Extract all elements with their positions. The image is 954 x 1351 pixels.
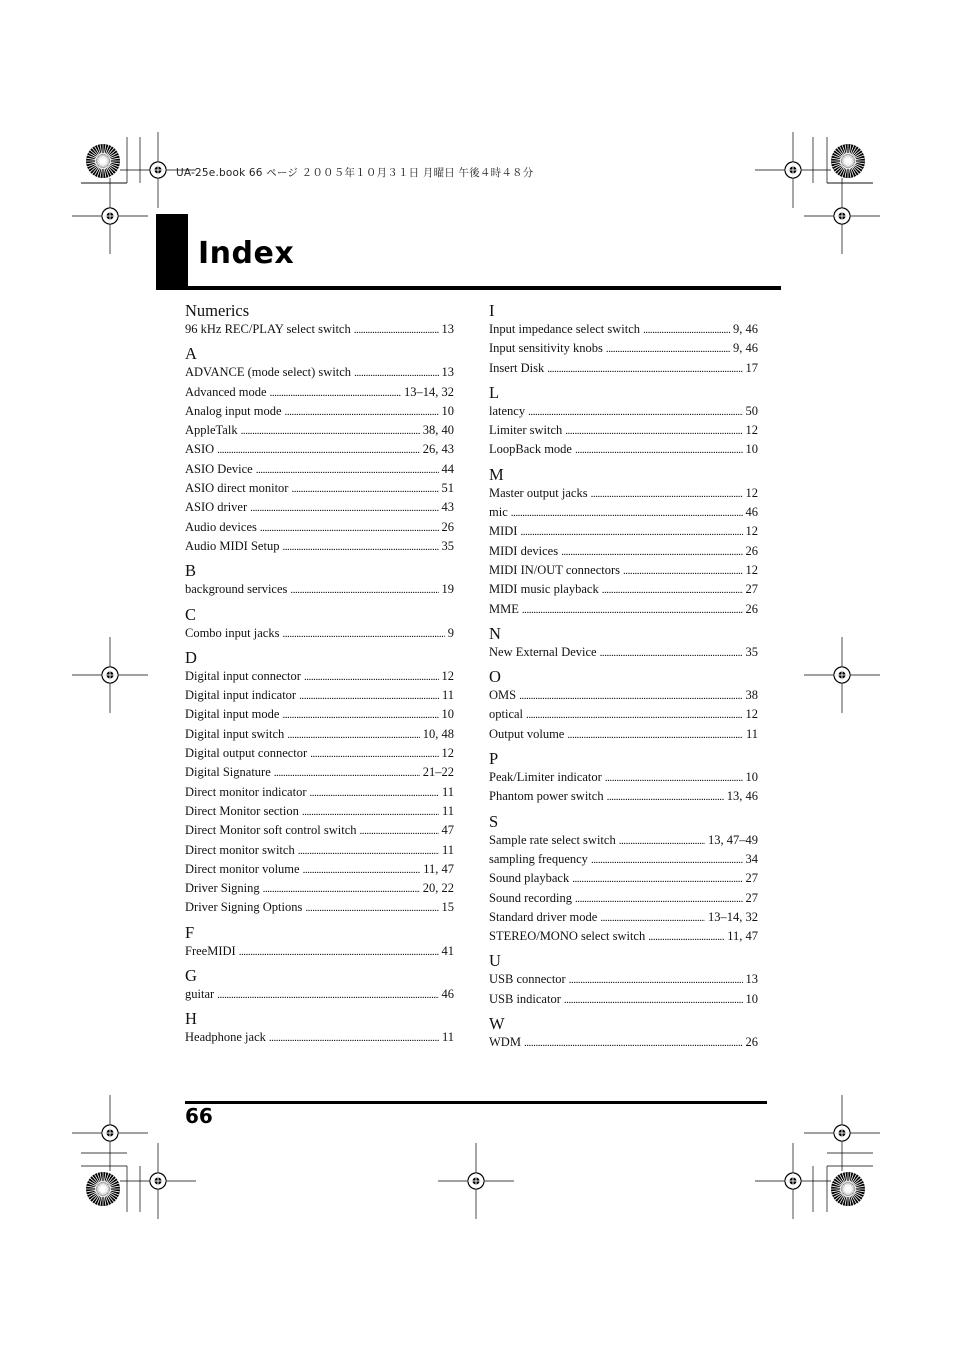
leader-dots — [564, 990, 743, 1010]
index-entry — [489, 927, 758, 946]
index-entry — [185, 860, 454, 879]
index-entry — [185, 320, 454, 339]
index-entry — [489, 522, 758, 541]
leader-dots — [591, 850, 743, 870]
entry-term: Master output jacks — [489, 485, 588, 500]
index-entry — [489, 725, 758, 744]
entry-term: Digital input switch — [185, 726, 285, 741]
leader-dots — [354, 363, 438, 383]
entry-pages: 13, 47–49 — [708, 832, 758, 847]
index-section — [489, 460, 758, 619]
index-section — [489, 619, 758, 662]
entry-pages: 15 — [441, 900, 454, 915]
leader-dots — [305, 898, 438, 918]
index-entry — [185, 821, 454, 840]
entry-pages: 9, 46 — [733, 341, 758, 356]
leader-dots — [282, 705, 438, 725]
index-entry — [185, 383, 454, 402]
entry-term: Output volume — [489, 726, 565, 741]
leader-dots — [565, 421, 742, 441]
leader-dots — [600, 643, 743, 663]
index-entry — [489, 889, 758, 908]
index-entry — [185, 498, 454, 517]
entry-pages: 13–14, 32 — [404, 384, 454, 399]
leader-dots — [354, 320, 439, 340]
entry-pages: 35 — [441, 538, 454, 553]
index-section — [185, 961, 454, 1004]
leader-dots — [511, 503, 743, 523]
leader-dots — [605, 768, 743, 788]
section-letter: D — [185, 647, 197, 667]
entry-pages: 43 — [441, 500, 454, 515]
entry-term: Audio devices — [185, 519, 257, 534]
entry-pages: 21–22 — [422, 765, 454, 780]
entry-pages: 26 — [745, 601, 758, 616]
leader-dots — [619, 831, 705, 851]
entry-term: Direct monitor switch — [185, 842, 295, 857]
index-entry — [185, 763, 454, 782]
entry-pages: 11 — [441, 1030, 454, 1045]
entry-pages: 38, 40 — [422, 423, 454, 438]
index-entry — [489, 1033, 758, 1052]
section-letter: W — [489, 1014, 505, 1034]
entry-pages: 34 — [745, 851, 758, 866]
entry-pages: 27 — [745, 871, 758, 886]
entry-term: Sound playback — [489, 871, 570, 886]
leader-dots — [274, 763, 420, 783]
index-entry — [185, 841, 454, 860]
index-entry — [185, 942, 454, 961]
index-entry — [185, 518, 454, 537]
section-letter: I — [489, 301, 495, 320]
index-section — [489, 744, 758, 807]
entry-pages: 17 — [745, 360, 758, 375]
index-section — [185, 643, 454, 918]
entry-term: sampling frequency — [489, 851, 588, 866]
leader-dots — [561, 542, 742, 562]
entry-pages: 35 — [745, 644, 758, 659]
leader-dots — [256, 460, 439, 480]
entry-term: Combo input jacks — [185, 625, 280, 640]
entry-term: Driver Signing — [185, 881, 260, 896]
index-entry — [185, 725, 454, 744]
index-entry — [185, 363, 454, 382]
print-slug: UA-25e.book 66 ページ ２００５年１０月３１日 月曜日 午後４時４８分 — [176, 167, 534, 179]
index-entry — [185, 879, 454, 898]
entry-term: background services — [185, 582, 288, 597]
entry-pages: 10 — [745, 770, 758, 785]
index-column-left — [185, 296, 454, 1048]
leader-dots — [241, 421, 420, 441]
entry-term: Advanced mode — [185, 384, 267, 399]
index-section — [489, 296, 758, 378]
index-entry — [489, 542, 758, 561]
leader-dots — [591, 484, 743, 504]
entry-term: Peak/Limiter indicator — [489, 770, 602, 785]
entry-pages: 11 — [441, 688, 454, 703]
index-entry — [489, 908, 758, 927]
section-letter: H — [185, 1009, 197, 1029]
entry-pages: 46 — [441, 987, 454, 1002]
entry-term: Direct monitor volume — [185, 861, 300, 876]
entry-term: Digital input indicator — [185, 688, 297, 703]
entry-term: Insert Disk — [489, 360, 545, 375]
index-entry — [185, 898, 454, 917]
leader-dots — [282, 624, 444, 644]
leader-dots — [239, 942, 439, 962]
entry-pages: 12 — [441, 668, 454, 683]
entry-pages: 13–14, 32 — [708, 909, 758, 924]
leader-dots — [291, 479, 438, 499]
index-entry — [185, 537, 454, 556]
entry-pages: 41 — [441, 943, 454, 958]
section-letter: P — [489, 749, 499, 769]
leader-dots — [606, 339, 730, 359]
entry-pages: 10 — [441, 403, 454, 418]
entry-term: Digital input connector — [185, 668, 301, 683]
entry-term: OMS — [489, 688, 517, 703]
entry-term: latency — [489, 403, 526, 418]
index-entry — [489, 320, 758, 339]
index-entry — [185, 624, 454, 643]
leader-dots — [290, 580, 438, 600]
leader-dots — [524, 1033, 743, 1053]
leader-dots — [572, 869, 742, 889]
entry-term: ASIO Device — [185, 461, 253, 476]
entry-term: Audio MIDI Setup — [185, 538, 280, 553]
entry-pages: 51 — [441, 481, 454, 496]
section-letter: A — [185, 344, 197, 364]
entry-pages: 50 — [745, 403, 758, 418]
entry-pages: 10, 48 — [422, 726, 454, 741]
entry-pages: 27 — [745, 890, 758, 905]
index-entry — [185, 1028, 454, 1047]
leader-dots — [260, 518, 439, 538]
index-entry — [489, 600, 758, 619]
index-entry — [489, 561, 758, 580]
index-entry — [489, 970, 758, 989]
index-entry — [489, 705, 758, 724]
entry-term: AppleTalk — [185, 423, 238, 438]
index-section — [489, 1009, 758, 1052]
index-entry — [489, 484, 758, 503]
entry-term: New External Device — [489, 644, 597, 659]
entry-term: MIDI IN/OUT connectors — [489, 562, 620, 577]
entry-term: Input sensitivity knobs — [489, 341, 603, 356]
entry-term: ASIO driver — [185, 500, 248, 515]
entry-pages: 47 — [441, 823, 454, 838]
index-entry — [489, 850, 758, 869]
leader-dots — [648, 927, 724, 947]
index-section — [185, 1004, 454, 1047]
leader-dots — [287, 725, 419, 745]
entry-term: optical — [489, 707, 524, 722]
index-entry — [185, 440, 454, 459]
leader-dots — [575, 440, 743, 460]
entry-pages: 11, 47 — [727, 929, 758, 944]
entry-term: MME — [489, 601, 519, 616]
entry-term: Input impedance select switch — [489, 322, 640, 336]
leader-dots — [643, 320, 730, 340]
index-entry — [489, 869, 758, 888]
entry-pages: 26 — [745, 1035, 758, 1050]
index-entry — [185, 421, 454, 440]
leader-dots — [607, 787, 724, 807]
entry-pages: 27 — [745, 582, 758, 597]
index-section — [185, 556, 454, 599]
leader-dots — [602, 580, 743, 600]
entry-pages: 11 — [745, 726, 758, 741]
index-entry — [185, 460, 454, 479]
index-entry — [489, 421, 758, 440]
entry-pages: 11 — [441, 784, 454, 799]
entry-pages: 9, 46 — [733, 322, 758, 336]
title-black-block — [156, 214, 188, 288]
index-entry — [185, 479, 454, 498]
entry-pages: 12 — [745, 423, 758, 438]
index-entry — [185, 705, 454, 724]
section-letter: M — [489, 464, 504, 484]
index-section — [185, 296, 454, 339]
entry-term: Direct Monitor section — [185, 803, 299, 818]
entry-term: Sample rate select switch — [489, 832, 616, 847]
entry-term: Digital Signature — [185, 765, 271, 780]
entry-term: Driver Signing Options — [185, 900, 303, 915]
leader-dots — [567, 725, 743, 745]
leader-dots — [526, 705, 742, 725]
index-entry — [185, 667, 454, 686]
entry-term: LoopBack mode — [489, 442, 572, 457]
leader-dots — [269, 1028, 439, 1048]
entry-pages: 10 — [441, 707, 454, 722]
index-entry — [489, 768, 758, 787]
entry-term: Limiter switch — [489, 423, 563, 438]
index-entry — [489, 440, 758, 459]
entry-pages: 26 — [441, 519, 454, 534]
leader-dots — [547, 359, 742, 379]
entry-pages: 11, 47 — [423, 861, 454, 876]
entry-pages: 10 — [745, 442, 758, 457]
index-section — [185, 918, 454, 961]
footer-rule — [185, 1101, 767, 1104]
section-letter: L — [489, 382, 500, 402]
index-entry — [185, 783, 454, 802]
entry-term: ASIO — [185, 442, 215, 457]
leader-dots — [600, 908, 705, 928]
leader-dots — [522, 600, 743, 620]
entry-pages: 13 — [441, 365, 454, 380]
index-entry — [489, 339, 758, 358]
index-entry — [489, 580, 758, 599]
entry-term: STEREO/MONO select switch — [489, 929, 646, 944]
entry-term: Sound recording — [489, 890, 572, 905]
index-section — [185, 600, 454, 643]
section-letter: Numerics — [185, 301, 250, 320]
entry-term: mic — [489, 505, 508, 520]
leader-dots — [270, 383, 401, 403]
leader-dots — [623, 561, 743, 581]
leader-dots — [217, 985, 438, 1005]
entry-pages: 12 — [745, 524, 758, 539]
entry-pages: 12 — [745, 562, 758, 577]
entry-term: MIDI devices — [489, 543, 559, 558]
section-letter: S — [489, 811, 499, 831]
entry-term: Analog input mode — [185, 403, 282, 418]
index-entry — [185, 402, 454, 421]
entry-pages: 11 — [441, 842, 454, 857]
leader-dots — [528, 402, 742, 422]
index-entry — [185, 985, 454, 1004]
index-entry — [489, 686, 758, 705]
leader-dots — [310, 783, 439, 803]
leader-dots — [303, 860, 421, 880]
entry-term: USB indicator — [489, 991, 561, 1006]
entry-pages: 26, 43 — [422, 442, 454, 457]
page-number: 66 — [185, 1104, 213, 1128]
leader-dots — [310, 744, 438, 764]
leader-dots — [299, 686, 439, 706]
entry-pages: 12 — [745, 485, 758, 500]
entry-term: Digital input mode — [185, 707, 280, 722]
index-entry — [489, 359, 758, 378]
section-letter: B — [185, 561, 197, 581]
index-entry — [489, 831, 758, 850]
leader-dots — [250, 498, 438, 518]
entry-pages: 11 — [441, 803, 454, 818]
entry-term: guitar — [185, 987, 215, 1002]
section-letter: F — [185, 922, 195, 942]
entry-term: Direct Monitor soft control switch — [185, 823, 357, 838]
index-entry — [489, 787, 758, 806]
leader-dots — [519, 686, 742, 706]
entry-term: Phantom power switch — [489, 789, 604, 804]
entry-pages: 13 — [441, 322, 454, 336]
leader-dots — [298, 841, 439, 861]
entry-term: Standard driver mode — [489, 909, 598, 924]
leader-dots — [360, 821, 439, 841]
section-letter: U — [489, 951, 501, 971]
leader-dots — [575, 889, 743, 909]
entry-pages: 13 — [745, 972, 758, 987]
section-letter: O — [489, 667, 501, 687]
index-entry — [185, 686, 454, 705]
index-column-right — [489, 296, 758, 1052]
index-entry — [489, 402, 758, 421]
leader-dots — [285, 402, 439, 422]
entry-pages: 12 — [745, 707, 758, 722]
page-title: Index — [198, 236, 295, 271]
section-letter: C — [185, 604, 197, 624]
entry-pages: 38 — [745, 688, 758, 703]
entry-term: ASIO direct monitor — [185, 481, 289, 496]
leader-dots — [304, 667, 439, 687]
index-entry — [489, 503, 758, 522]
leader-dots — [282, 537, 438, 557]
entry-pages: 19 — [441, 582, 454, 597]
entry-term: WDM — [489, 1035, 521, 1050]
entry-pages: 10 — [745, 991, 758, 1006]
leader-dots — [569, 970, 743, 990]
index-entry — [489, 990, 758, 1009]
entry-term: USB connector — [489, 972, 566, 987]
index-entry — [185, 744, 454, 763]
entry-term: MIDI — [489, 524, 518, 539]
index-section — [489, 807, 758, 947]
entry-term: Digital output connector — [185, 746, 308, 761]
leader-dots — [302, 802, 439, 822]
section-letter: G — [185, 966, 197, 986]
entry-term: 96 kHz REC/PLAY select switch — [185, 322, 351, 336]
leader-dots — [520, 522, 742, 542]
entry-pages: 12 — [441, 746, 454, 761]
entry-term: FreeMIDI — [185, 943, 236, 958]
entry-pages: 20, 22 — [422, 881, 454, 896]
entry-pages: 13, 46 — [726, 789, 758, 804]
index-section — [489, 662, 758, 744]
entry-pages: 26 — [745, 543, 758, 558]
index-section — [489, 378, 758, 460]
entry-pages: 46 — [745, 505, 758, 520]
section-letter: N — [489, 623, 501, 643]
title-rule — [156, 286, 781, 290]
index-section — [185, 339, 454, 556]
index-entry — [489, 643, 758, 662]
index-entry — [185, 580, 454, 599]
entry-term: MIDI music playback — [489, 582, 599, 597]
entry-term: Direct monitor indicator — [185, 784, 307, 799]
leader-dots — [217, 440, 420, 460]
entry-term: ADVANCE (mode select) switch — [185, 365, 352, 380]
index-entry — [185, 802, 454, 821]
entry-pages: 44 — [441, 461, 454, 476]
entry-pages: 9 — [447, 625, 454, 640]
entry-term: Headphone jack — [185, 1030, 266, 1045]
index-section — [489, 946, 758, 1009]
leader-dots — [263, 879, 420, 899]
